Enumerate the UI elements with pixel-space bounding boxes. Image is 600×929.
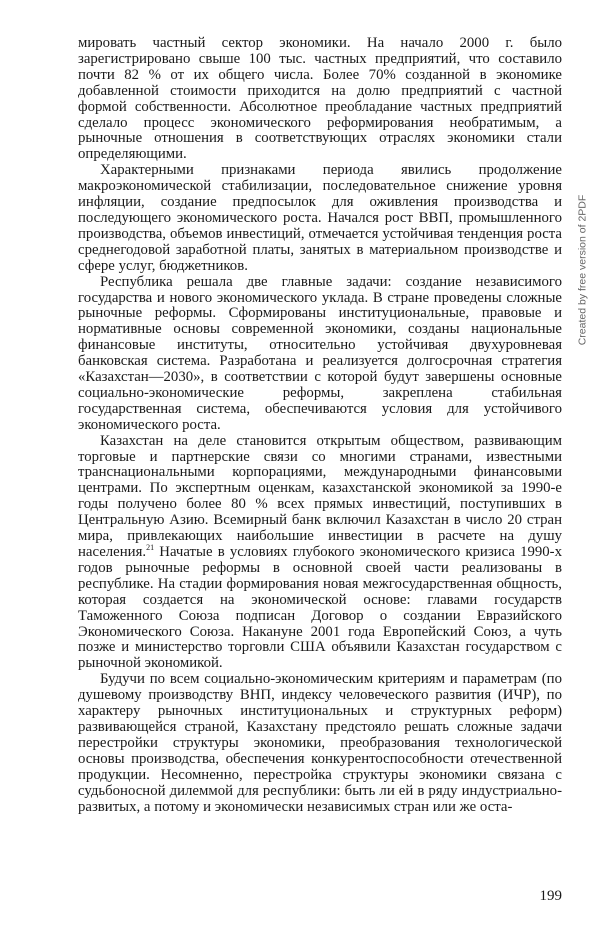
watermark	[570, 120, 594, 420]
paragraph-4-text-continued: Начатые в условиях глубокого экономического кризиса 1990-х годов рыночные реформы в основной своей части реализованы в республике. На стадии формирования новая межгосударственная общность, которая создается на экономической основе: главами государств Таможенного Союза подписан Договор о создании Евразийского Экономического Союза. Накануне 2001 года Европейский Союз, а чуть позже и министерство торговли США объявили Казахстан государством с рыночной экономикой.	[78, 544, 562, 672]
paragraph-4-text: Казахстан на деле становится открытым обществом, развивающим торговые и партнерские связи со многими странами, известными транснациональными корпорациями, международными финансовыми центрами. По экспертным оценкам, казахстанской экономикой за 1990-е годы получено более 80 % всех прямых инвестиций, поступивших в Центральную Азию. Всемирный банк включил Казахстан в число 20 стран мира, привлекающих наибольшие инвестиции в расчете на душу населения.	[78, 432, 562, 560]
page-body	[78, 36, 562, 815]
watermark-text: Created by free version of 2PDF	[576, 194, 589, 346]
page-number: 199	[539, 888, 562, 904]
paragraph-2-text: Характерными признаками периода явились продолжение макроэкономической стабилизации, последовательное снижение уровня инфляции, создание предпосылок для оживления производства и последующего экономического роста. Начался рост ВВП, промышленного производства, объемов инвестиций, отмечается устойчивая тенденция роста среднегодовой заработной платы, занятых в материальном производстве и сфере услуг, бюджетников.	[78, 162, 562, 274]
paragraph-4	[78, 434, 562, 673]
paragraph-5	[78, 672, 562, 815]
paragraph-3-text: Республика решала две главные задачи: создание независимого государства и нового экономического уклада. В стране проведены сложные рыночные реформы. Сформированы институциональные, правовые и нормативные основы современной экономики, созданы национальные финансовые институты, относительно устойчивая двухуровневая банковская система. Разработана и реализуется долгосрочная стратегия «Казахстан—2030», в соответствии с которой будут завершены основные социально-экономические реформы, закреплена стабильная государственная система, обеспечиваются условия для устойчивого экономического роста.	[78, 273, 562, 433]
footnote-marker[interactable]: 21	[146, 543, 155, 553]
paragraph-1	[78, 36, 562, 163]
paragraph-1-text: мировать частный сектор экономики. На начало 2000 г. было зарегистрировано свыше 100 тыс. частных предприятий, что составило почти 82 % от их общего числа. Более 70% созданной в экономике добавленной стоимости приходится на долю предприятий с частной формой собственности. Абсолютное преобладание частных предприятий сделало процесс экономического реформирования необратимым, а рыночные отношения в соответствующих отраслях экономики стали определяющими.	[78, 35, 562, 163]
paragraph-3	[78, 275, 562, 434]
paragraph-5-text: Будучи по всем социально-экономическим критериям и параметрам (по душевому производству ВНП, индексу человеческого развития (ИЧР), по характеру рыночных институциональных и структурных реформ) развивающейся страной, Казахстану предстояло решать сложные задачи перестройки структуры экономики, преобразования технологической основы производства, обеспечения конкурентоспособности отечественной продукции. Несомненно, перестройка структуры экономики связана с судьбоносной дилеммой для республики: быть ли ей в ряду индустриально-развитых, а потому и экономически независимых стран или же оста-	[78, 671, 562, 815]
paragraph-2	[78, 163, 562, 274]
